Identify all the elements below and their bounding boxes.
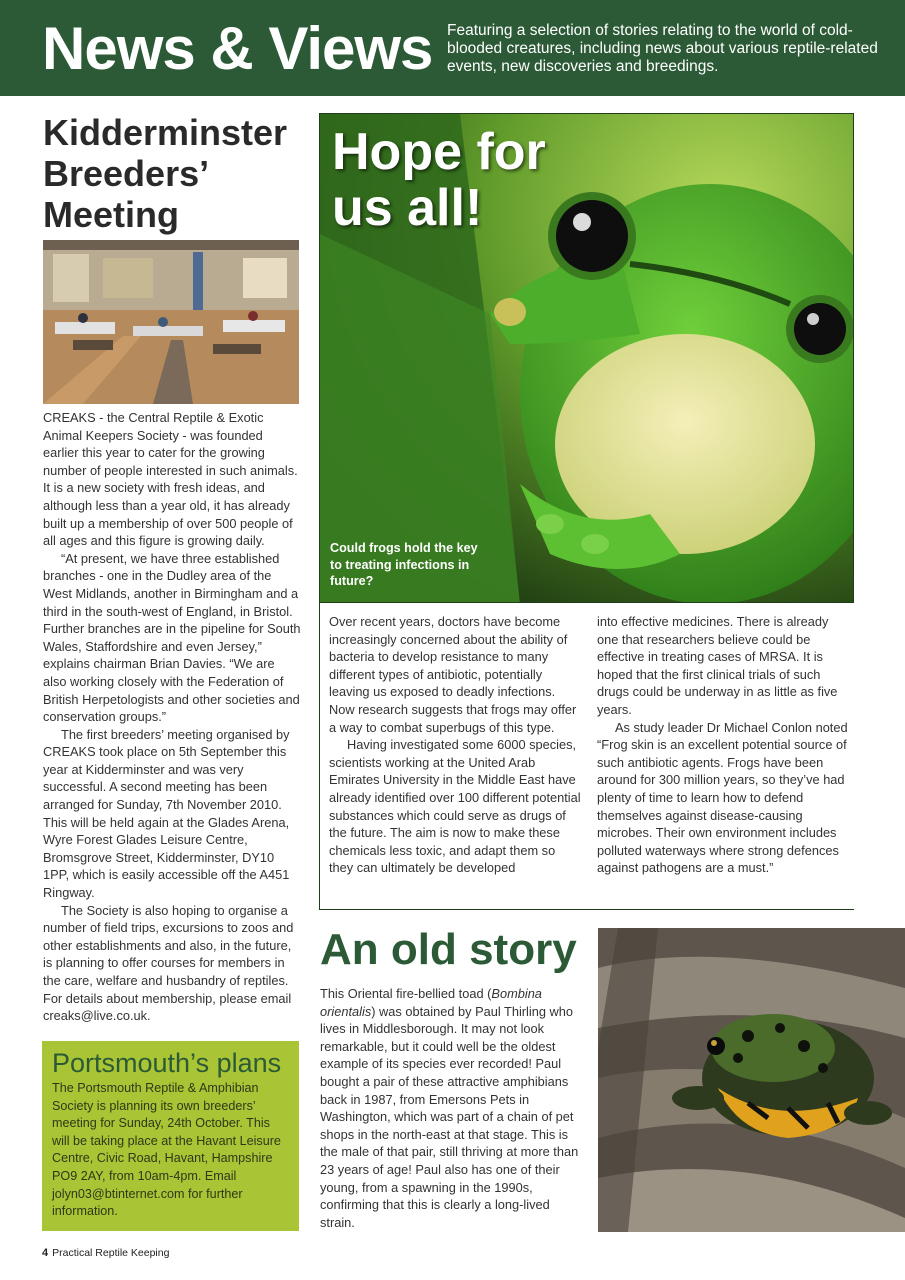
frog-article-column-1 [329,613,581,877]
old-story-article [320,985,582,1231]
portsmouth-heading: Portsmouth’s plans [52,1048,282,1078]
breeders-meeting-photo [43,240,299,404]
frog-article-border [319,909,854,910]
article-paragraph: The first breeders’ meeting organised by CREAKS took place on 5th September this year at Kidderminster and was very successful. A second meeting has been arranged for Sunday, 7th November 2010. This will be held again at the Glades Arena, Wyre Forest Glades Leisure Centre, Bromsgrove Street, Kidderminster, DY10 1PP, which is easily accessible off the A451 Ringway. [43,726,290,901]
article-paragraph: As study leader Dr Michael Conlon noted “Frog skin is an excellent potential source of such antibiotic agents. Frogs have been around for 300 million years, so they’ve had plenty of time to learn how to defend themselves against disease-causing microbes. Their own environment includes polluted waterways where strong defences against pathogens are a must.” [597,719,848,876]
frog-photo-caption: Could frogs hold the key to treating infections in future? [330,541,478,588]
toad-photo [598,928,905,1232]
article-paragraph: Over recent years, doctors have become increasingly concerned about the ability of bacteria to develop resistance to many different types of antibiotic, potentially leaving us exposed to deadly infections. Now research suggests that frogs may offer a way to combat superbugs of this type. [329,614,577,735]
old-story-intro: This Oriental fire-bellied toad ( [320,986,492,1001]
page-footer [42,1247,169,1259]
frog-article-column-2 [597,613,849,877]
toad-illustration [598,928,905,1232]
article-paragraph: CREAKS - the Central Reptile & Exotic Animal Keepers Society - was founded earlier this year to cater for the growing number of people interested in such animals. It is a new society with fresh ideas, and although less than a year old, it has already built up a membership of over 500 people of all ages and this figure is growing daily. [43,410,298,549]
old-story-heading: An old story [320,925,577,974]
masthead [0,0,905,96]
publication-name: Practical Reptile Keeping [52,1247,170,1259]
page-number: 4 [42,1247,49,1259]
article-paragraph: “At present, we have three established branches - one in the Dudley area of the West Midlands, another in Birmingham and a third in the south-west of England, in Bristol. Further branches are in the pipeline for South Wales, Staffordshire and even Jersey,” explains chairman Brian Davies. “We are also working closely with the Federation of British Herpetologists and other societies and conservation groups.” [43,550,301,725]
kidderminster-article [43,409,301,1025]
section-tagline: Featuring a selection of stories relating to the world of cold-blooded creatures, including news about various reptile-related events, new discoveries and breedings. [447,22,878,75]
article-paragraph: into effective medicines. There is already one that researchers believe could be effective in treating cases of MRSA. It is hoped that the first clinical trials of such drugs could be underway in as little as five years. [597,614,838,717]
frog-heading-line: Hope for [332,123,546,181]
kidderminster-heading-line: Kidderminster [43,112,288,153]
kidderminster-heading [43,112,303,235]
hall-illustration [43,240,299,404]
kidderminster-heading-line: Meeting [43,194,180,235]
article-paragraph: Having investigated some 6000 species, scientists working at the United Arab Emirates University in the Middle East have already identified over 100 different potential substances which could serve as drugs of the future. The aim is now to make these chemicals less toxic, and adapt them so they can ultimately be developed [329,737,581,876]
article-paragraph [320,985,582,1231]
frog-heading-line: us all! [332,179,483,237]
portsmouth-text: The Portsmouth Reptile & Amphibian Society is planning its own breeders’ meeting for Sunday, 24th October. This will be taking place at the Havant Leisure Centre, Civic Road, Havant, Hampshire PO9 2AY, from 10am-4pm. Email jolyn03@btinternet.com for further information. [52,1081,281,1219]
old-story-body: ) was obtained by Paul Thirling who lives in Middlesborough. It may not look remarkable, but it could well be the oldest example of its species ever recorded! Paul bought a pair of these attractive amphibians back in 1987, from Emersons Pets in Washington, which was part of a chain of pet shops in the north-east at that stage. This is the male of that pair, still thriving at more than 23 years of age! Paul also has one of their young, from a spawning in the 1990s, confirming that this is clearly a long-lived strain. [320,1003,579,1230]
species-name: Bombina orientalis [320,986,542,1019]
frog-heading [332,124,632,236]
frog-article-border [319,603,320,910]
article-paragraph: The Society is also hoping to organise a number of field trips, excursions to zoos and other establishments and also, in the future, is planning to offer courses for members in the care, welfare and husbandry of reptiles. For details about membership, please email creaks@live.co.uk. [43,902,294,1024]
kidderminster-heading-line: Breeders’ [43,153,210,194]
section-title: News & Views [42,15,433,82]
portsmouth-box [42,1041,299,1231]
